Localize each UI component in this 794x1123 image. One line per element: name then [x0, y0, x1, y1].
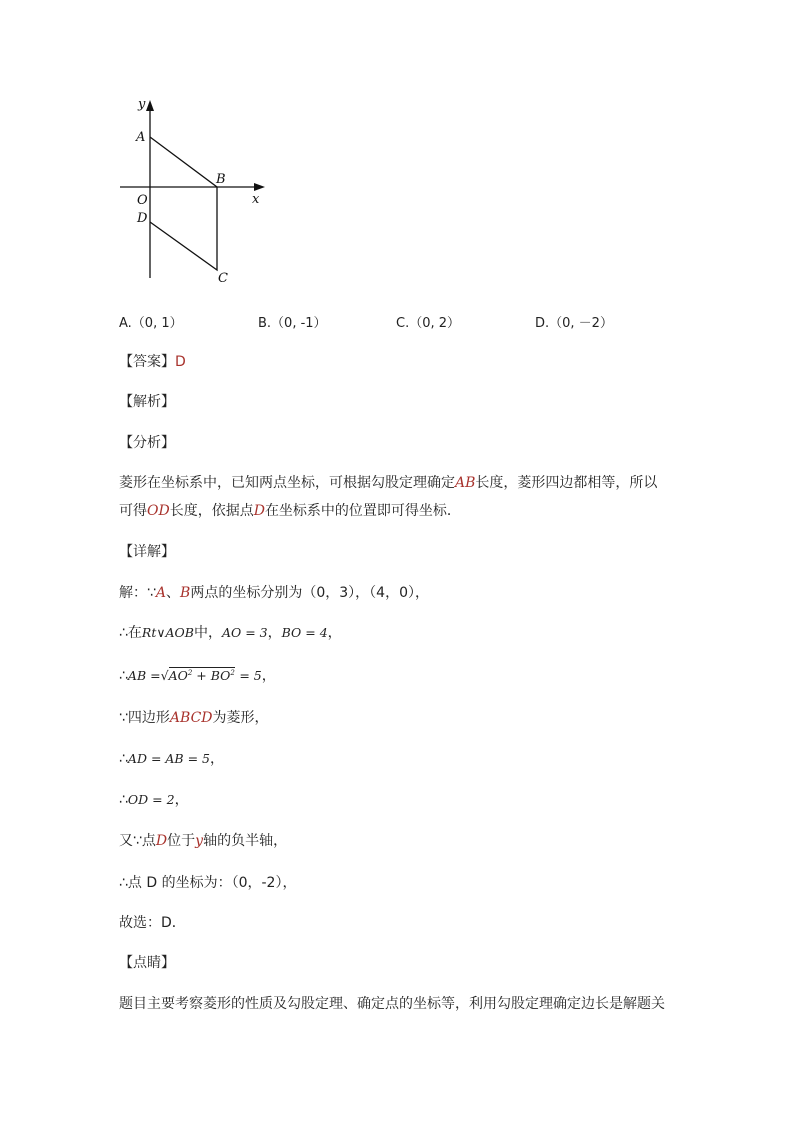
- step-text: ，: [209, 751, 224, 767]
- eq-ad: AD = AB = 5: [127, 751, 210, 766]
- answer-label: 【答案】: [119, 354, 175, 370]
- analysis-text: 长度，菱形四边都相等，所以: [475, 475, 658, 491]
- remark-text: 题目主要考察菱形的性质及勾股定理、确定点的坐标等，利用勾股定理确定边长是解题关: [119, 996, 665, 1012]
- step-text: 又∵点: [119, 833, 156, 849]
- option-d: D.（0, －2）: [535, 316, 613, 331]
- eq-ao: AO = 3: [221, 625, 268, 640]
- label-d: D: [137, 211, 148, 226]
- section-jiexi: 【解析】: [119, 394, 175, 410]
- var-abcd: ABCD: [169, 710, 213, 726]
- label-a: A: [136, 130, 146, 145]
- option-a: A.（0, 1）: [119, 316, 183, 331]
- eq-od: OD = 2: [127, 792, 175, 807]
- solution-step-7: [119, 830, 287, 850]
- step-text: ，: [261, 668, 276, 684]
- analysis-text: 菱形在坐标系中，已知两点坐标，可根据勾股定理确定: [119, 475, 455, 491]
- var-d: D: [155, 833, 168, 849]
- label-b: B: [216, 172, 226, 187]
- solution-step-2: [119, 622, 342, 642]
- section-fenxi: 【分析】: [119, 435, 175, 451]
- coordinate-figure: [110, 92, 280, 292]
- x-axis-arrow: [254, 183, 265, 191]
- label-y: y: [138, 97, 146, 112]
- analysis-text: 可得: [119, 503, 147, 519]
- step-text: ∴: [119, 751, 128, 767]
- eq-ab-lhs: AB =: [127, 668, 161, 683]
- option-c: C.（0, 2）: [396, 316, 461, 331]
- step-text: ∴: [119, 668, 128, 684]
- section-dianjing: 【点睛】: [119, 955, 175, 971]
- step-text: ，: [267, 625, 282, 641]
- step-text: ，: [174, 792, 189, 808]
- step-text: 轴的负半轴，: [203, 833, 288, 849]
- solution-step-1: [119, 582, 429, 602]
- analysis-line-1: [119, 472, 657, 492]
- label-o: O: [137, 193, 148, 208]
- solution-step-3: [119, 665, 276, 685]
- analysis-line-2: [119, 500, 461, 520]
- radicand-ao: AO: [168, 668, 188, 683]
- step-text: ，: [327, 625, 342, 641]
- step-text: 两点的坐标分别为（0，3），（4，0），: [190, 585, 429, 601]
- eq-bo: BO = 4: [281, 625, 328, 640]
- triangle-aob: Rt∨AOB: [141, 625, 194, 640]
- radicand-plus: +: [192, 668, 211, 683]
- solution-step-5: [119, 748, 224, 768]
- var-b: B: [180, 585, 191, 601]
- var-d: D: [253, 503, 265, 519]
- label-x: x: [252, 192, 260, 207]
- var-od: OD: [147, 503, 170, 519]
- step-text: ∴: [119, 792, 128, 808]
- solution-step-4: [119, 707, 269, 727]
- radicand-bo: BO: [210, 668, 231, 683]
- solution-step-9: 故选：D．: [119, 915, 186, 931]
- analysis-text: 长度，依据点: [169, 503, 254, 519]
- label-c: C: [218, 271, 228, 286]
- section-xiangjie: 【详解】: [119, 544, 175, 560]
- var-a: A: [155, 585, 167, 601]
- step-text: ∴在: [119, 625, 142, 641]
- exponent: 2: [230, 668, 235, 677]
- y-axis-arrow: [146, 100, 154, 111]
- answer-options: [119, 312, 719, 330]
- step-text: 中，: [193, 625, 222, 641]
- analysis-text: 在坐标系中的位置即可得坐标．: [264, 503, 461, 519]
- option-b: B.（0, -1）: [258, 316, 327, 331]
- solution-step-8: ∴点 D 的坐标为：（0，-2），: [119, 875, 297, 891]
- step-text: ∵四边形: [119, 710, 170, 726]
- exponent: 2: [187, 668, 193, 677]
- answer-value: D: [175, 354, 186, 370]
- step-text: 、: [166, 585, 181, 601]
- var-y: y: [195, 833, 204, 849]
- sqrt-sign: √: [160, 668, 169, 683]
- var-ab: AB: [455, 475, 476, 491]
- step-text: 为菱形，: [212, 710, 269, 726]
- rhombus-abcd: [150, 137, 217, 270]
- solution-step-6: [119, 789, 189, 809]
- step-text: 位于: [167, 833, 196, 849]
- sqrt-radicand: [169, 667, 235, 683]
- eq-ab-rhs: = 5: [239, 668, 262, 683]
- step-text: 解：∵: [119, 585, 156, 601]
- answer-line: [119, 351, 186, 371]
